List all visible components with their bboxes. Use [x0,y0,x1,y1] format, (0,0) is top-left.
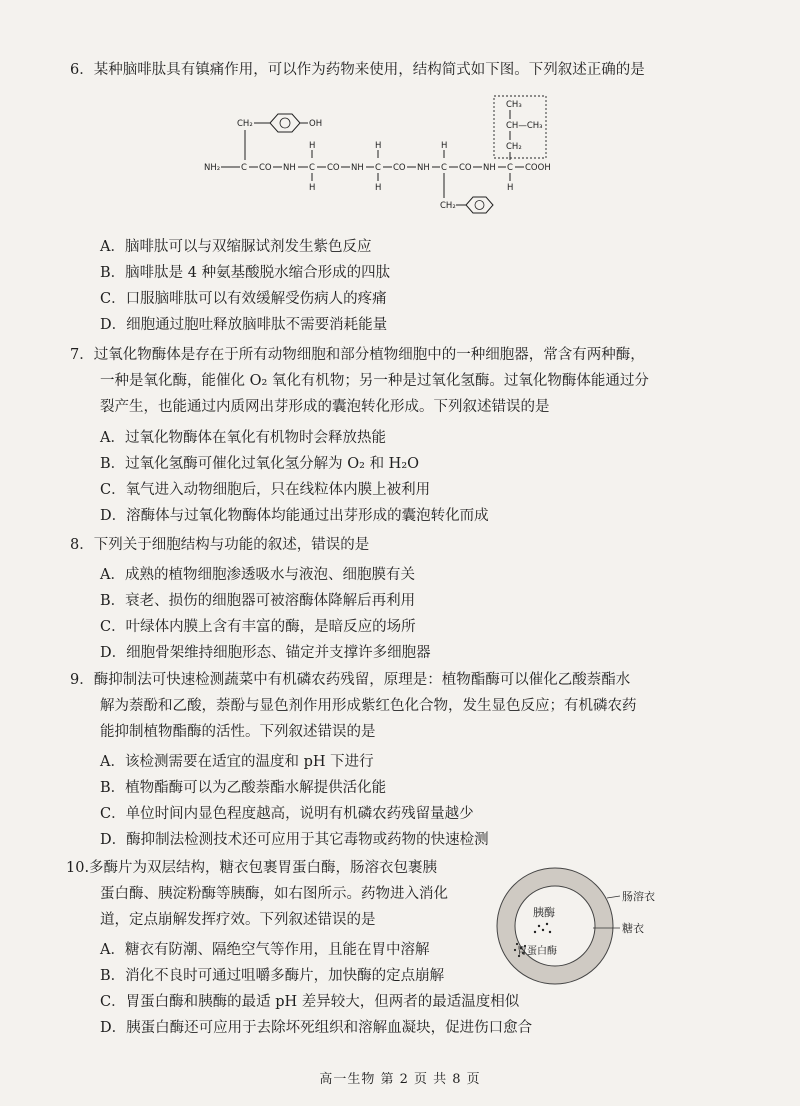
q10-option-d: D．胰蛋白酶还可应用于去除坏死组织和溶解血凝块，促进伤口愈合 [100,1020,533,1036]
q8-option-d: D．细胞骨架维持细胞形态、锚定并支撑许多细胞器 [100,645,431,661]
struct-ch2-bottom: CH₂ [440,201,456,211]
q9-option-d: D．酶抑制法检测技术还可应用于其它毒物或药物的快速检测 [100,832,489,848]
question-7-stem-3: 裂产生，也能通过内质网出芽形成的囊泡转化形成。下列叙述错误的是 [100,399,550,415]
enkephalin-structure [190,90,570,230]
core-label-pepsin: 胃蛋白酶 [517,946,557,957]
svg-text:H: H [507,183,514,193]
struct-nh2: NH₂ [204,163,221,173]
q7-option-a: A．过氧化物酶体在氧化有机物时会释放热能 [100,430,386,446]
question-9-stem-2: 解为萘酚和乙酸，萘酚与显色剂作用形成紫红色化合物，发生显色反应；有机磷农药 [100,698,637,714]
svg-text:NH: NH [417,163,430,173]
question-7-stem-2: 一种是氧化酶，能催化 O₂ 氧化有机物；另一种是过氧化氢酶。过氧化物酶体能通过分 [100,373,649,389]
svg-text:H: H [375,183,382,193]
label-sugar-coating: 糖衣 [622,922,644,935]
q8-option-a: A．成熟的植物细胞渗透吸水与液泡、细胞膜有关 [100,567,415,583]
q9-option-c: C．单位时间内显色程度越高，说明有机磷农药残留量越少 [100,806,474,822]
svg-text:CO: CO [327,163,340,173]
q6-option-b: B．脑啡肽是 4 种氨基酸脱水缩合形成的四肽 [100,265,391,281]
svg-text:CH—CH₃: CH—CH₃ [506,121,543,131]
q7-option-d: D．溶酶体与过氧化物酶体均能通过出芽形成的囊泡转化而成 [100,508,489,524]
svg-text:C: C [375,163,381,173]
q10-option-c: C．胃蛋白酶和胰酶的最适 pH 差异较大，但两者的最适温度相似 [100,994,520,1010]
svg-text:NH: NH [351,163,364,173]
svg-text:NH: NH [283,163,296,173]
q7-option-c: C．氧气进入动物细胞后，只在线粒体内膜上被利用 [100,482,431,498]
svg-text:C: C [241,163,247,173]
q8-option-b: B．衰老、损伤的细胞器可被溶酶体降解后再利用 [100,593,416,609]
question-6-stem: 6．某种脑啡肽具有镇痛作用，可以作为药物来使用，结构简式如下图。下列叙述正确的是 [70,62,645,78]
question-8-stem: 8．下列关于细胞结构与功能的叙述，错误的是 [70,537,370,553]
benzene-ring [466,197,493,213]
question-10-stem-1: 10.多酶片为双层结构，糖衣包裹胃蛋白酶，肠溶衣包裹胰 [66,860,438,876]
page-footer: 高一生物 第 2 页 共 8 页 [319,1072,481,1087]
q9-option-b: B．植物酯酶可以为乙酸萘酯水解提供活化能 [100,780,387,796]
question-10-stem-3: 道，定点崩解发挥疗效。下列叙述错误的是 [100,912,376,928]
svg-text:C: C [507,163,513,173]
svg-text:C: C [441,163,447,173]
struct-oh: OH [309,119,323,129]
svg-text:CH₂: CH₂ [506,142,522,152]
q7-option-b: B．过氧化氢酶可催化过氧化氢分解为 O₂ 和 H₂O [100,456,420,472]
svg-text:C: C [309,163,315,173]
question-9-stem-1: 9．酶抑制法可快速检测蔬菜中有机磷农药残留，原理是：植物酯酶可以催化乙酸萘酯水 [70,672,631,688]
phenol-ring [270,114,300,132]
label-enteric-coating: 肠溶衣 [622,890,655,903]
q6-option-c: C．口服脑啡肽可以有效缓解受伤病人的疼痛 [100,291,387,307]
svg-text:CH₃: CH₃ [506,100,522,110]
q10-option-a: A．糖衣有防潮、隔绝空气等作用，且能在胃中溶解 [100,942,430,958]
q6-option-a: A．脑啡肽可以与双缩脲试剂发生紫色反应 [100,239,372,255]
question-9-stem-3: 能抑制植物酯酶的活性。下列叙述错误的是 [100,724,376,740]
struct-cooh: COOH [525,163,551,173]
q9-option-a: A．该检测需要在适宜的温度和 pH 下进行 [100,754,374,770]
svg-text:H: H [375,141,382,151]
struct-ch2-top: CH₂ [237,119,253,129]
q8-option-c: C．叶绿体内膜上含有丰富的酶，是暗反应的场所 [100,619,416,635]
svg-text:H: H [309,183,316,193]
svg-text:CO: CO [259,163,272,173]
svg-text:NH: NH [483,163,496,173]
svg-text:H: H [309,141,316,151]
q6-option-d: D．细胞通过胞吐释放脑啡肽不需要消耗能量 [100,317,388,333]
svg-text:H: H [441,141,448,151]
svg-text:CO: CO [459,163,472,173]
multienzyme-tablet-diagram [495,858,685,998]
q10-option-b: B．消化不良时可通过咀嚼多酶片，加快酶的定点崩解 [100,968,445,984]
question-7-stem-1: 7．过氧化物酶体是存在于所有动物细胞和部分植物细胞中的一种细胞器，常含有两种酶， [70,347,645,363]
svg-text:CO: CO [393,163,406,173]
core-label-pancreatin: 胰酶 [533,906,555,919]
question-10-stem-2: 蛋白酶、胰淀粉酶等胰酶，如右图所示。药物进入消化 [100,886,448,902]
